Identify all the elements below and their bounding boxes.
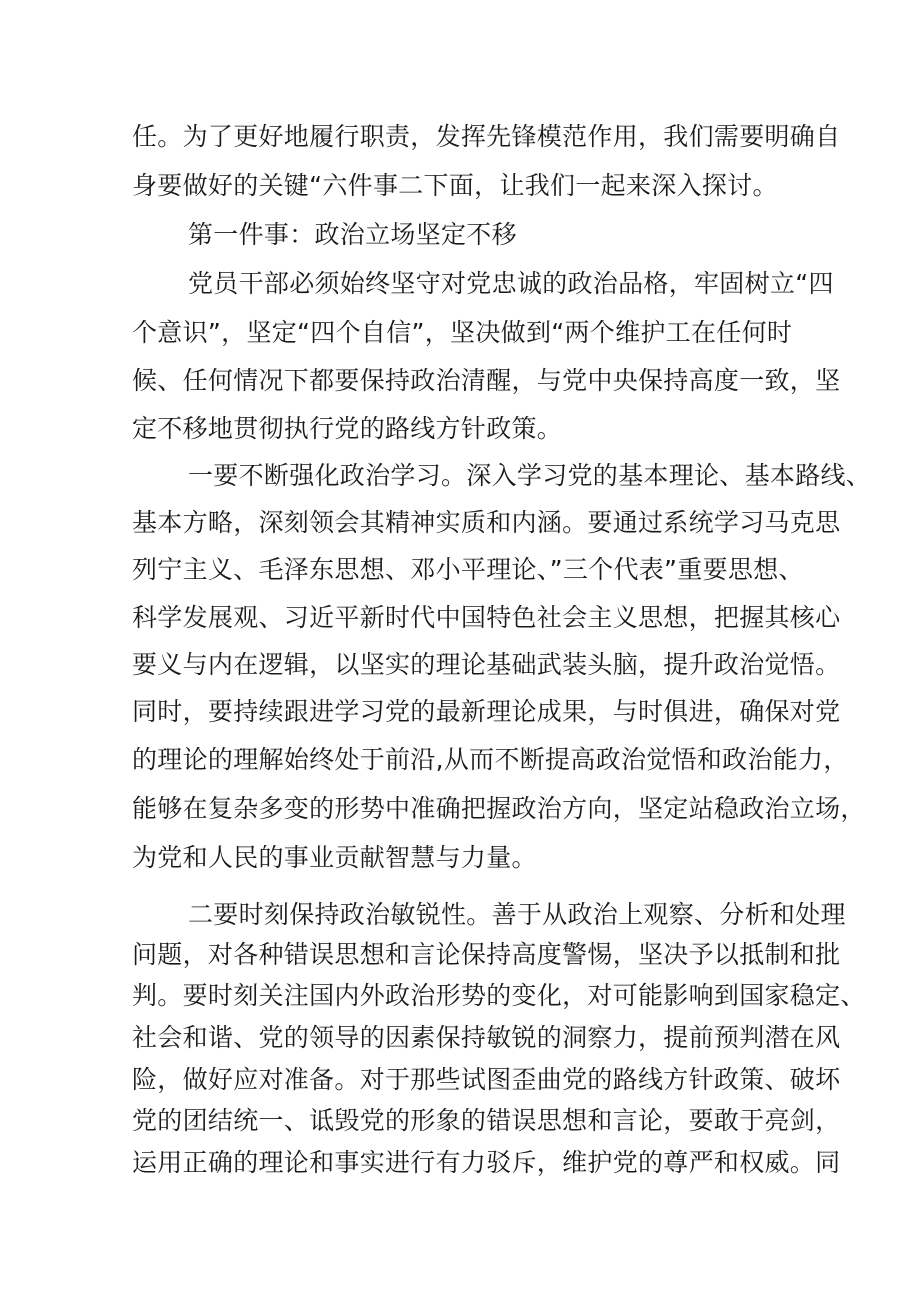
text-line: 的理论的理解始终处于前沿,从而不断提高政治觉悟和政治能力， <box>132 745 849 774</box>
text-line: 运用正确的理论和事实进行有力驳斥，维护党的尊严和权威。同 <box>132 1148 841 1177</box>
text-line: 个意识”，坚定“四个自信”，坚决做到“两个维护工在任何时 <box>132 318 793 347</box>
text-line: 身要做好的关键“六件事二下面，让我们一起来深入探讨。 <box>132 171 778 200</box>
text-line: 二要时刻保持政治敏锐性。善于从政治上观察、分析和处理 <box>188 900 846 929</box>
text-line: 同时，要持续跟进学习党的最新理论成果，与时俱进，确保对党 <box>132 697 841 726</box>
text-line: 列宁主义、毛泽东思想、邓小平理论、”三个代表”重要思想、 <box>132 555 804 584</box>
text-line: 党的团结统一、诋毁党的形象的错误思想和言论，要敢于亮剑， <box>132 1106 841 1135</box>
text-line: 要义与内在逻辑，以坚实的理论基础武装头脑，提升政治觉悟。 <box>132 650 841 679</box>
text-line: 能够在复杂多变的形势中准确把握政治方向，坚定站稳政治立场， <box>132 794 866 823</box>
text-line: 为党和人民的事业贡献智慧与力量。 <box>132 843 537 872</box>
text-line: 问题，对各种错误思想和言论保持高度警惕，坚决予以抵制和批 <box>132 940 841 969</box>
text-line: 任。为了更好地履行职责，发挥先锋模范作用，我们需要明确自 <box>132 122 841 151</box>
text-line: 党员干部必须始终坚守对党忠诚的政治品格，牢固树立“四 <box>188 269 834 298</box>
section-heading: 第一件事：政治立场坚定不移 <box>188 220 517 249</box>
text-line: 基本方略，深刻领会其精神实质和内涵。要通过系统学习马克思 <box>132 508 841 537</box>
text-line: 科学发展观、习近平新时代中国特色社会主义思想，把握其核心 <box>132 603 841 632</box>
text-line: 判。要时刻关注国内外政治形势的变化，对可能影响到国家稳定、 <box>132 981 866 1010</box>
text-line: 险，做好应对准备。对于那些试图歪曲党的路线方针政策、破坏 <box>132 1065 841 1094</box>
text-line: 社会和谐、党的领导的因素保持敏锐的洞察力，提前预判潜在风 <box>132 1023 841 1052</box>
text-line: 定不移地贯彻执行党的路线方针政策。 <box>132 414 563 443</box>
text-line: 一要不断强化政治学习。深入学习党的基本理论、基本路线、 <box>188 461 872 490</box>
text-line: 候、任何情况下都要保持政治清醒，与党中央保持高度一致，坚 <box>132 366 841 395</box>
